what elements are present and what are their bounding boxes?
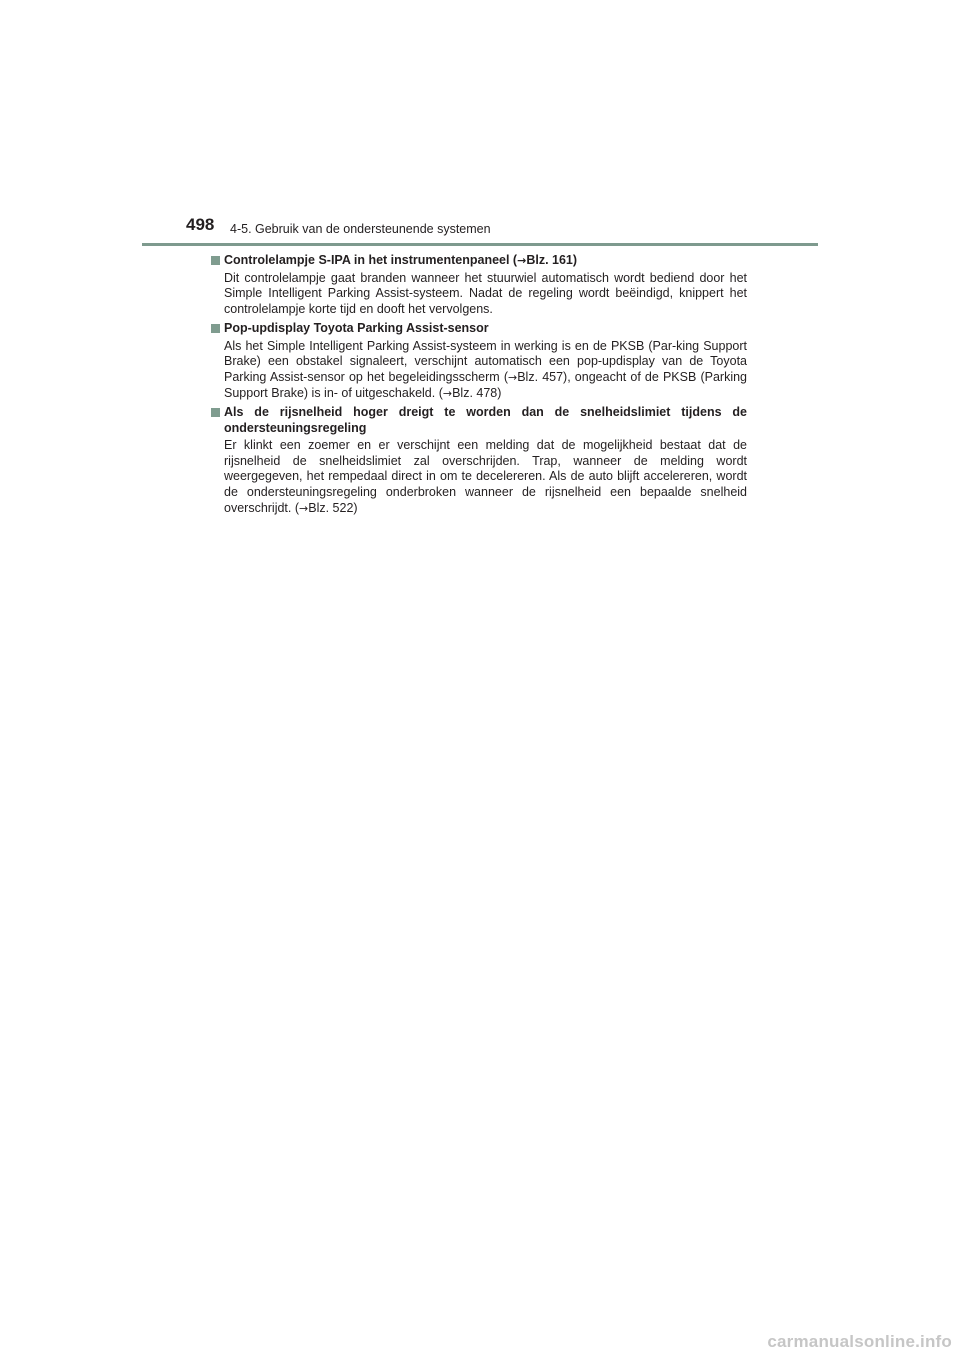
section-pop-updisplay bbox=[211, 321, 747, 401]
heading-text: Controlelampje S-IPA in het instrumentenpaneel ( bbox=[224, 253, 518, 267]
page-number: 498 bbox=[186, 215, 215, 234]
watermark: carmanualsonline.info bbox=[767, 1332, 952, 1351]
section-heading bbox=[211, 405, 747, 436]
page-content bbox=[211, 253, 747, 520]
arrow-right-icon: → bbox=[299, 501, 309, 515]
section-body: Er klinkt een zoemer en er verschijnt een melding dat de mogelijkheid bestaat dat de rijsnelheid de snelheidslimiet zal overschrijden. Trap, wanneer de melding wordt weergegeven, het rempedaal direct in om te decelereren. Als de auto blijft accelereren, wordt de ondersteuningsregeling onderbroken wanneer de rijsnelheid een bepaalde snelheid overschrijdt. (→Blz. 522) bbox=[224, 438, 747, 515]
square-bullet-icon bbox=[211, 324, 220, 333]
header-rule bbox=[142, 243, 818, 246]
section-body: Als het Simple Intelligent Parking Assist-systeem in werking is en de PKSB (Par-king Support Brake) een obstakel signaleert, verschijnt automatisch een pop-updisplay van de Toyota Parking Assist-sensor op het begeleidingsscherm (→Blz. 457), ongeacht of de PKSB (Parking Support Brake) is in- of uitgeschakeld. (→Blz. 478) bbox=[224, 338, 747, 400]
page-reference-link[interactable]: Blz. 161) bbox=[526, 253, 578, 267]
arrow-right-icon: → bbox=[517, 254, 527, 267]
section-heading bbox=[211, 321, 747, 337]
chapter-title: 4-5. Gebruik van de ondersteunende systemen bbox=[230, 222, 491, 236]
square-bullet-icon bbox=[211, 256, 220, 265]
arrow-right-icon: → bbox=[508, 370, 518, 384]
section-controlelampje bbox=[211, 253, 747, 317]
arrow-right-icon: → bbox=[442, 386, 453, 400]
square-bullet-icon bbox=[211, 408, 220, 417]
page-reference-link[interactable]: Blz. 522) bbox=[308, 500, 358, 515]
section-heading bbox=[211, 253, 747, 269]
section-body: Dit controlelampje gaat branden wanneer het stuurwiel automatisch wordt bediend door het Simple Intelligent Parking Assist-systeem. Nadat de regeling wordt beëindigd, knippert het controlelampje korte tijd en dooft het vervolgens. bbox=[224, 270, 747, 316]
heading-text: Pop-updisplay Toyota Parking Assist-sensor bbox=[224, 321, 489, 336]
heading-text: Als de rijsnelheid hoger dreigt te worden dan de snelheidslimiet tijdens de ondersteuningsregeling bbox=[224, 405, 747, 435]
section-rijsnelheid bbox=[211, 405, 747, 516]
page-reference-link[interactable]: Blz. 478) bbox=[452, 385, 502, 400]
page-reference-link[interactable]: Blz. 457), ongeacht of de PKSB (Parking Support Brake) is in- of uitgeschakeld. ( bbox=[224, 369, 747, 400]
